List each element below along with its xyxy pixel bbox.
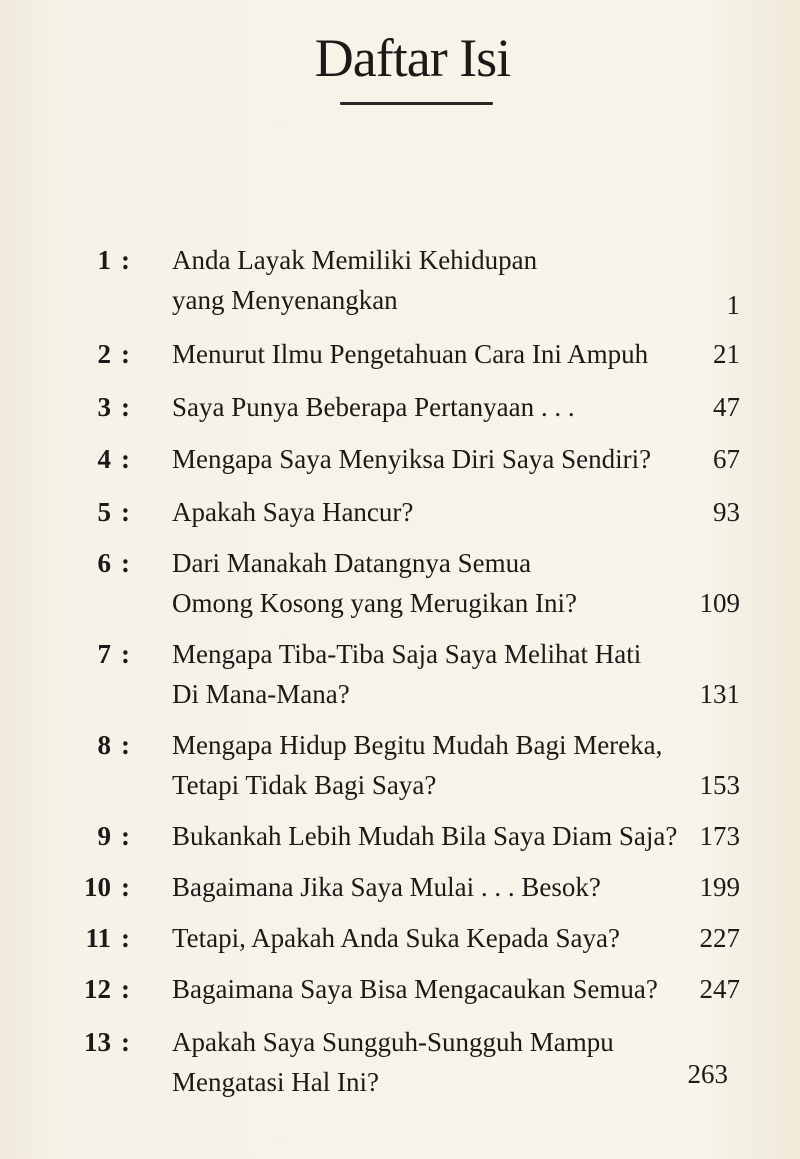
title-underline (340, 102, 493, 105)
chapter-number: 9 : (97, 821, 130, 851)
chapter-number: 11 : (85, 923, 130, 953)
page-number: 1 (726, 290, 740, 320)
toc-entry (0, 969, 800, 1009)
toc-entry (0, 240, 800, 320)
chapter-number: 13 : (84, 1027, 130, 1057)
chapter-title: Tetapi, Apakah Anda Suka Kepada Saya? (172, 923, 620, 953)
toc-entry (0, 918, 800, 958)
chapter-title: Apakah Saya Sungguh-Sungguh Mampu Mengatasi Hal Ini? (172, 1027, 614, 1097)
page-number: 153 (699, 770, 740, 800)
chapter-title: Bagaimana Saya Bisa Mengacaukan Semua? (172, 974, 658, 1004)
chapter-number: 1 : (97, 245, 130, 275)
page-number: 131 (699, 679, 740, 709)
page-title: Daftar Isi (314, 28, 511, 88)
page-number: 47 (713, 392, 740, 422)
page-number: 67 (713, 444, 740, 474)
chapter-title: Dari Manakah Datangnya Semua Omong Kosong yang Merugikan Ini? (172, 548, 577, 618)
chapter-number: 4 : (97, 444, 130, 474)
chapter-title: Saya Punya Beberapa Pertanyaan . . . (172, 392, 575, 422)
chapter-title: Bukankah Lebih Mudah Bila Saya Diam Saja? (172, 821, 678, 851)
chapter-number: 7 : (97, 639, 130, 669)
page-number: 173 (699, 821, 740, 851)
chapter-title: Mengapa Saya Menyiksa Diri Saya Sendiri? (172, 444, 652, 474)
toc-entry (0, 1022, 800, 1102)
page-number: 199 (699, 872, 740, 902)
chapter-number: 8 : (97, 730, 130, 760)
chapter-title: Bagaimana Jika Saya Mulai . . . Besok? (172, 872, 601, 902)
chapter-title: Mengapa Tiba-Tiba Saja Saya Melihat Hati Di Mana-Mana? (172, 639, 642, 709)
toc-entry (0, 816, 800, 856)
page-number: 247 (699, 974, 740, 1004)
chapter-number: 3 : (97, 392, 130, 422)
toc-entry (0, 634, 800, 714)
page-number: 263 (687, 1059, 728, 1089)
chapter-number: 6 : (97, 548, 130, 578)
toc-entry (0, 725, 800, 805)
page-number: 227 (699, 923, 740, 953)
chapter-number: 2 : (97, 339, 130, 369)
page-number: 109 (699, 588, 740, 618)
page-number: 21 (713, 339, 740, 369)
toc-entry (0, 492, 800, 532)
toc-entry (0, 334, 800, 374)
chapter-title: Mengapa Hidup Begitu Mudah Bagi Mereka, Tetapi Tidak Bagi Saya? (172, 730, 663, 800)
chapter-number: 12 : (84, 974, 130, 1004)
chapter-number: 10 : (84, 872, 130, 902)
toc-entry (0, 543, 800, 623)
page-number: 93 (713, 497, 740, 527)
toc-entry (0, 439, 800, 479)
chapter-number: 5 : (97, 497, 130, 527)
chapter-title: Apakah Saya Hancur? (172, 497, 414, 527)
chapter-title: Anda Layak Memiliki Kehidupan yang Menyenangkan (172, 245, 538, 315)
toc-entry (0, 867, 800, 907)
toc-entry (0, 387, 800, 427)
chapter-title: Menurut Ilmu Pengetahuan Cara Ini Ampuh (172, 339, 649, 369)
